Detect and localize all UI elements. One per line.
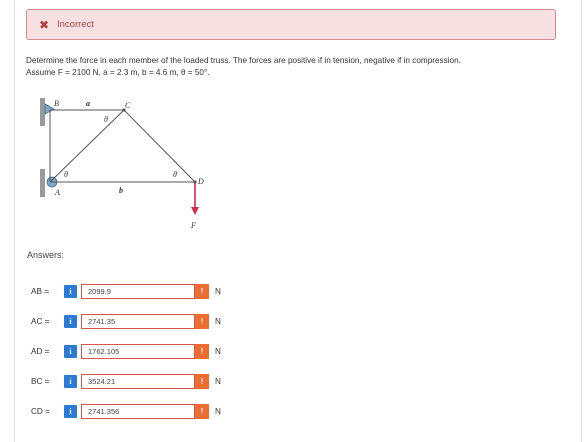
info-icon[interactable]: i <box>64 405 77 418</box>
label-theta-d: θ <box>173 170 177 179</box>
answer-unit: N <box>215 287 221 296</box>
member-cd <box>124 110 195 182</box>
warning-icon[interactable]: ! <box>195 374 209 389</box>
info-icon[interactable]: i <box>64 315 77 328</box>
answer-unit: N <box>215 407 221 416</box>
answer-unit: N <box>215 347 221 356</box>
answer-label: AB = <box>31 287 49 296</box>
warning-icon[interactable]: ! <box>195 404 209 419</box>
label-f: F <box>191 221 196 230</box>
answers-heading: Answers: <box>27 250 65 260</box>
member-ac <box>50 110 124 182</box>
label-b-dim: b <box>119 186 123 195</box>
label-a: A <box>55 188 60 197</box>
problem-line-1: Determine the force in each member of the loaded truss. The forces are positive if in tension, negative if in compression. <box>26 56 461 65</box>
answer-unit: N <box>215 377 221 386</box>
info-icon[interactable]: i <box>64 345 77 358</box>
answer-input-ad[interactable]: 1762.105 <box>81 344 195 359</box>
warning-icon[interactable]: ! <box>195 344 209 359</box>
answer-label: CD = <box>31 407 50 416</box>
answer-input-cd[interactable]: 2741.356 <box>81 404 195 419</box>
info-icon[interactable]: i <box>64 285 77 298</box>
answer-row-ad <box>31 343 221 360</box>
incorrect-alert <box>26 9 556 40</box>
force-arrow-icon <box>191 207 199 215</box>
warning-icon[interactable]: ! <box>195 284 209 299</box>
answer-input-ac[interactable]: 2741.35 <box>81 314 195 329</box>
wall-b <box>40 98 45 126</box>
wall-a <box>40 169 45 197</box>
answer-unit: N <box>215 317 221 326</box>
answer-label: BC = <box>31 377 50 386</box>
label-theta-a: θ <box>64 170 68 179</box>
label-d: D <box>198 177 204 186</box>
answer-row-bc <box>31 373 221 390</box>
answer-row-ac <box>31 313 221 330</box>
answer-input-ab[interactable]: 2099.9 <box>81 284 195 299</box>
answer-row-cd <box>31 403 221 420</box>
warning-icon[interactable]: ! <box>195 314 209 329</box>
info-icon[interactable]: i <box>64 375 77 388</box>
label-b: B <box>54 99 59 108</box>
alert-text: Incorrect <box>57 19 94 30</box>
label-c: C <box>125 101 131 110</box>
truss-figure <box>30 92 220 242</box>
answer-label: AC = <box>31 317 50 326</box>
answer-label: AD = <box>31 347 50 356</box>
label-a-dim: a <box>86 99 90 108</box>
problem-line-2: Assume F = 2100 N, a = 2.3 m, b = 4.6 m, θ = 50°. <box>26 67 210 77</box>
problem-statement <box>26 55 556 78</box>
answer-row-ab <box>31 283 221 300</box>
answer-input-bc[interactable]: 3524.21 <box>81 374 195 389</box>
label-theta-c: θ <box>104 115 108 124</box>
x-icon: ✖ <box>39 17 50 32</box>
